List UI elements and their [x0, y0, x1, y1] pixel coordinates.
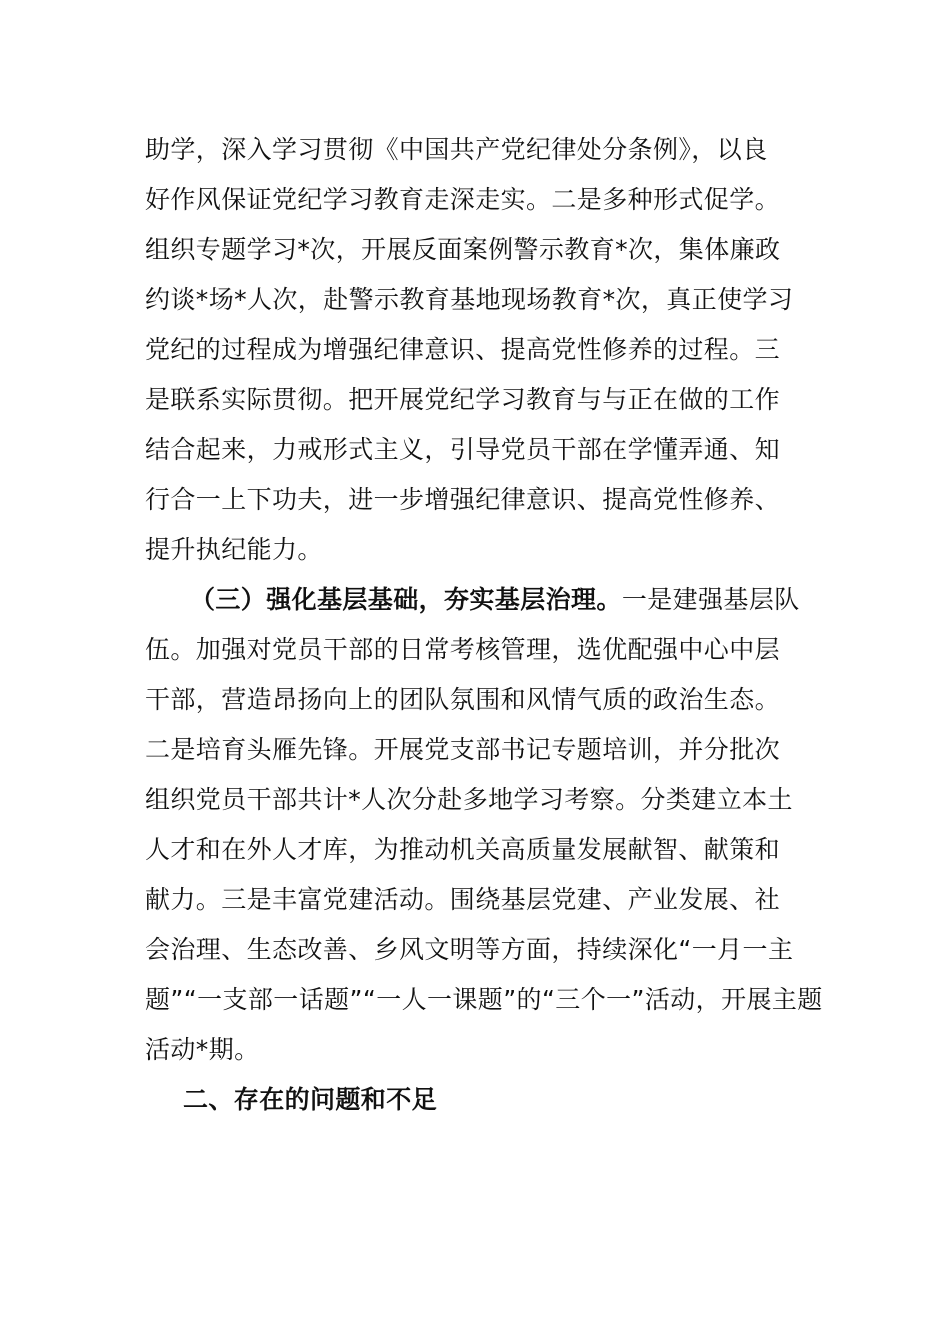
section-three-heading: （三）强化基层基础，夯实基层治理。: [190, 585, 622, 614]
paragraph-line: 人才和在外人才库，为推动机关高质量发展献智、献策和: [145, 835, 781, 864]
paragraph-line: 献力。三是丰富党建活动。围绕基层党建、产业发展、社: [145, 885, 781, 914]
paragraph-line: 组织专题学习*次，开展反面案例警示教育*次，集体廉政: [145, 235, 781, 264]
paragraph-line: 党纪的过程成为增强纪律意识、提高党性修养的过程。三: [145, 335, 781, 364]
paragraph-line: 干部，营造昂扬向上的团队氛围和风情气质的政治生态。: [145, 685, 781, 714]
section-three-first-line-text: 一是建强基层队: [621, 585, 800, 614]
paragraph-line: 行合一上下功夫，进一步增强纪律意识、提高党性修养、: [145, 485, 781, 514]
paragraph-line: 结合起来，力戒形式主义，引导党员干部在学懂弄通、知: [145, 435, 781, 464]
section-three-first-line: [190, 580, 830, 620]
paragraph-line: 约谈*场*人次，赴警示教育基地现场教育*次，真正使学习: [145, 285, 794, 314]
paragraph-line: 助学，深入学习贯彻《中国共产党纪律处分条例》，以良: [145, 135, 768, 164]
paragraph-line: 伍。加强对党员干部的日常考核管理，选优配强中心中层: [145, 635, 781, 664]
paragraph-line: 二是培育头雁先锋。开展党支部书记专题培训，并分批次: [145, 735, 781, 764]
paragraph-line: 会治理、生态改善、乡风文明等方面，持续深化“一月一主: [145, 935, 794, 964]
paragraph-line: 是联系实际贯彻。把开展党纪学习教育与与正在做的工作: [145, 385, 781, 414]
paragraph-line: 提升执纪能力。: [145, 535, 323, 564]
paragraph-line: 题”“一支部一话题”“一人一课题”的“三个一”活动，开展主题: [145, 985, 823, 1014]
paragraph-line: 活动*期。: [145, 1035, 260, 1064]
paragraph-line: 好作风保证党纪学习教育走深走实。二是多种形式促学。: [145, 185, 781, 214]
section-two-heading: 二、存在的问题和不足: [183, 1085, 438, 1114]
paragraph-line: 组织党员干部共计*人次分赴多地学习考察。分类建立本土: [145, 785, 793, 814]
